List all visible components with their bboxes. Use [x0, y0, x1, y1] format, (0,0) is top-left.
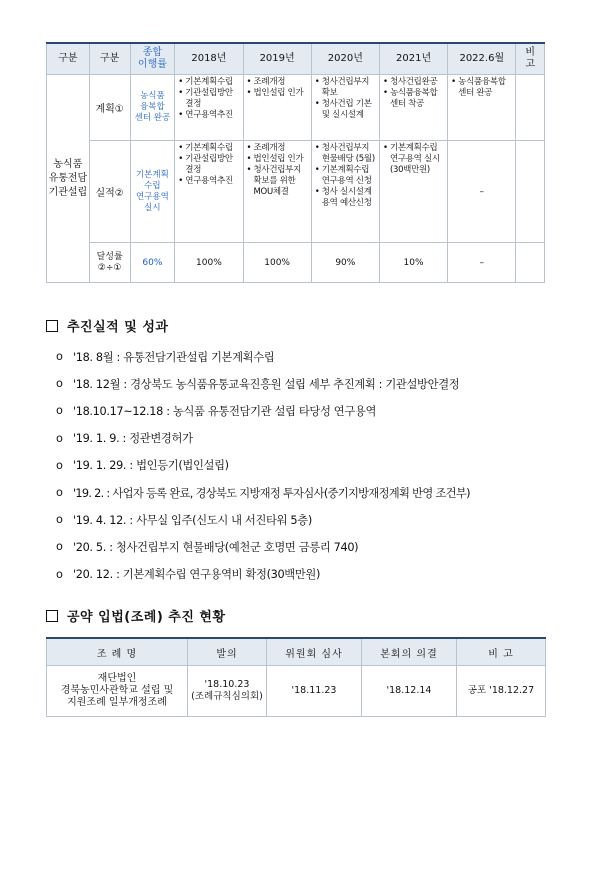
list-item: • 농식품융복합 센터 완공: [451, 77, 514, 99]
list-item: • 법인설립 인가: [247, 154, 310, 165]
list-item: • 기본계획수립 연구용역 신청: [315, 165, 378, 187]
ordinance-heading: [46, 606, 226, 625]
bullet-icon: o: [56, 350, 63, 364]
ordinance-title: 공약 입법(조례) 추진 현황: [67, 610, 226, 625]
actual-cell-remark: [516, 141, 545, 243]
header-year-2020: 2020년: [311, 43, 379, 75]
header-subcategory: 구분: [89, 43, 130, 75]
checkbox-square-icon: [46, 320, 58, 332]
checkbox-square-icon: [46, 610, 58, 622]
achievements-list: [56, 343, 470, 588]
list-item: • 기관설립방안 결정: [178, 88, 241, 110]
list-item: • 청사건립부지 현물배당 (5월): [315, 143, 378, 165]
list-item: • 기본계획수립: [178, 77, 241, 88]
rate-2020: 90%: [311, 243, 379, 283]
implementation-table: [46, 42, 545, 283]
rate-summary: 60%: [130, 243, 175, 283]
header-year-2019: 2019년: [243, 43, 311, 75]
list-item: o '18.10.17~12.18 : 농식품 유통전담기관 설립 타당성 연구용역: [56, 404, 377, 418]
list-item: • 청사건립 기본 및 실시설계: [315, 99, 378, 121]
plan-cell-remark: [516, 75, 545, 141]
ordinance-committee: '18.11.23: [267, 666, 362, 717]
bullet-icon: o: [56, 513, 63, 527]
actual-cell-2018: [175, 141, 243, 243]
plan-row: [47, 75, 545, 141]
plan-cell-2018: [175, 75, 243, 141]
header-category: 구분: [47, 43, 90, 75]
list-item: o '19. 1. 9. : 정관변경허가: [56, 431, 193, 446]
rate-row: [47, 243, 545, 283]
rate-label: 달성률 ②÷①: [89, 243, 130, 283]
bullet-icon: o: [56, 458, 63, 472]
bullet-icon: o: [56, 377, 63, 391]
plan-cell-2019: [243, 75, 311, 141]
list-item: • 조례개정: [247, 143, 310, 154]
ordinance-header-proposal: 발의: [188, 638, 267, 666]
list-item: o '19. 2. : 사업자 등록 완료, 경상북도 지방재정 투자심사(중기지방재정계획 반영 조건부): [56, 486, 470, 500]
bullet-icon: o: [56, 404, 63, 418]
achievements-title: 추진실적 및 성과: [67, 320, 169, 335]
ordinance-name: 재단법인 경북농민사관학교 설립 및 지원조례 일부개정조례: [47, 666, 188, 717]
header-remark: 비 고: [516, 43, 545, 75]
list-item: • 법인설립 인가: [247, 88, 310, 99]
rate-2022: –: [448, 243, 516, 283]
ordinance-header-row: [47, 638, 546, 666]
bullet-icon: o: [56, 567, 63, 581]
ordinance-header-name: 조 례 명: [47, 638, 188, 666]
list-item: o '20. 5. : 청사건립부지 현물배당(예천군 호명면 금릉리 740): [56, 540, 359, 554]
list-item: • 기본계획수립 연구용역 실시 (30백만원): [383, 143, 446, 176]
rate-2021: 10%: [379, 243, 447, 283]
plan-cell-2022: [448, 75, 516, 141]
header-year-2022: 2022.6월: [448, 43, 516, 75]
bullet-icon: o: [56, 431, 63, 445]
list-item: o '18. 12월 : 경상북도 농식품유통교육진흥원 설립 세부 추진계획 : 기관설방안결정: [56, 377, 460, 391]
table-header-row: [47, 43, 545, 75]
list-item: o '19. 4. 12. : 사무실 입주(신도시 내 서진타워 5층): [56, 513, 312, 527]
ordinance-header-remark: 비 고: [457, 638, 546, 666]
achievements-heading: [46, 316, 168, 335]
actual-row: [47, 141, 545, 243]
group-label: 농식품 유통전담 기관설립: [47, 75, 90, 283]
list-item: • 청사건립부지 확보를 위한 MOU체결: [247, 165, 310, 198]
plan-cell-2021: [379, 75, 447, 141]
bullet-icon: o: [56, 486, 63, 500]
header-year-2018: 2018년: [175, 43, 243, 75]
ordinance-remark: 공포 '18.12.27: [457, 666, 546, 717]
actual-cell-2019: [243, 141, 311, 243]
actual-cell-2022: –: [448, 141, 516, 243]
actual-cell-2020: [311, 141, 379, 243]
list-item: • 연구용역추진: [178, 110, 241, 121]
ordinance-header-committee: 위원회 심사: [267, 638, 362, 666]
ordinance-header-plenary: 본회의 의결: [362, 638, 457, 666]
list-item: o '20. 12. : 기본계획수립 연구용역비 확정(30백만원): [56, 567, 321, 582]
plan-summary: 농식품 융복합 센터 완공: [130, 75, 175, 141]
header-overall-rate: 종합 이행률: [130, 43, 175, 75]
plan-cell-2020: [311, 75, 379, 141]
ordinance-plenary: '18.12.14: [362, 666, 457, 717]
list-item: • 연구용역추진: [178, 176, 241, 187]
plan-label: 계획①: [89, 75, 130, 141]
list-item: • 조례개정: [247, 77, 310, 88]
rate-2018: 100%: [175, 243, 243, 283]
list-item: • 청사건립완공: [383, 77, 446, 88]
list-item: • 청사건립부지 확보: [315, 77, 378, 99]
list-item: • 농식품융복합 센터 착공: [383, 88, 446, 110]
ordinance-table: [46, 637, 546, 717]
actual-summary: 기본계획 수립 연구용역 실시: [130, 141, 175, 243]
actual-cell-2021: [379, 141, 447, 243]
bullet-icon: o: [56, 540, 63, 554]
ordinance-proposal: '18.10.23 (조례규칙심의회): [188, 666, 267, 717]
list-item: o '18. 8월 : 유통전담기관설립 기본계획수립: [56, 350, 275, 364]
list-item: • 기관설립방안 결정: [178, 154, 241, 176]
actual-label: 실적②: [89, 141, 130, 243]
rate-remark: [516, 243, 545, 283]
list-item: • 기본계획수립: [178, 143, 241, 154]
rate-2019: 100%: [243, 243, 311, 283]
list-item: • 청사 실시설계 용역 예산신청: [315, 187, 378, 209]
list-item: o '19. 1. 29. : 법인등기(법인설립): [56, 458, 229, 473]
table-row: [47, 666, 546, 717]
header-year-2021: 2021년: [379, 43, 447, 75]
